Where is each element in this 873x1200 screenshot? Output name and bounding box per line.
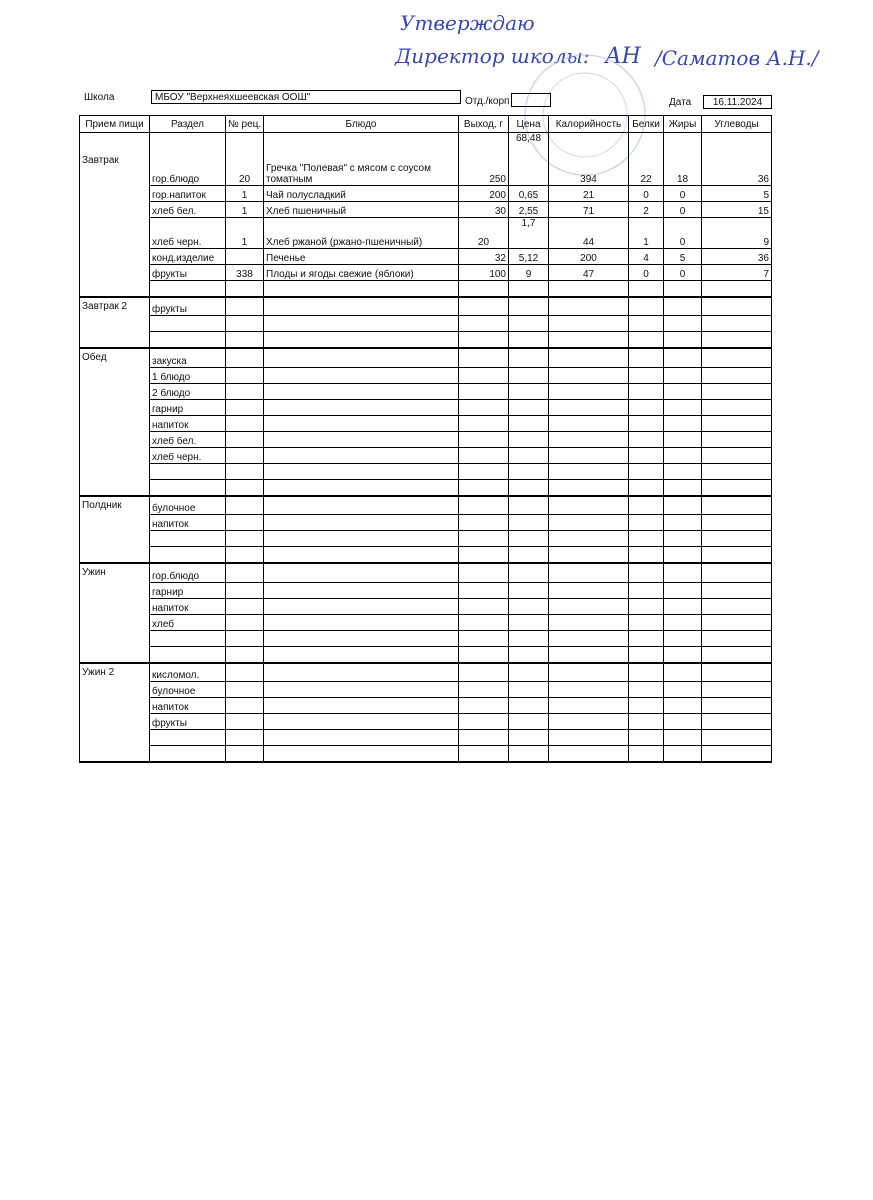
meal-spacer bbox=[80, 185, 150, 201]
section-cell: гор.блюдо bbox=[150, 563, 226, 582]
section-cell: хлеб bbox=[150, 614, 226, 630]
table-row bbox=[80, 614, 772, 630]
signature-mark: АН bbox=[605, 44, 641, 69]
table-header bbox=[80, 116, 772, 133]
fat-cell: 5 bbox=[664, 248, 702, 264]
approval-line1: Утверждаю bbox=[400, 11, 535, 35]
meal-breakfast2: Завтрак 2 bbox=[80, 297, 150, 316]
section-cell: фрукты bbox=[150, 297, 226, 316]
approval-line2: Директор школы: bbox=[395, 44, 590, 68]
yield-cell: 100 bbox=[459, 264, 509, 280]
kcal-cell: 71 bbox=[549, 201, 629, 217]
kcal-cell: 200 bbox=[549, 248, 629, 264]
recipe-cell bbox=[226, 248, 264, 264]
section-cell: напиток bbox=[150, 698, 226, 714]
section-cell: гарнир bbox=[150, 399, 226, 415]
fat-cell: 0 bbox=[664, 264, 702, 280]
col-price: Цена bbox=[509, 116, 549, 133]
recipe-cell: 20 bbox=[226, 133, 264, 186]
kcal-cell: 47 bbox=[549, 264, 629, 280]
yield-cell: 20 bbox=[459, 217, 509, 248]
dish-cell: Хлеб пшеничный bbox=[264, 201, 459, 217]
section-cell: гор.блюдо bbox=[150, 133, 226, 186]
dish-cell: Плоды и ягоды свежие (яблоки) bbox=[264, 264, 459, 280]
section-cell: 2 блюдо bbox=[150, 383, 226, 399]
table-row bbox=[80, 201, 772, 217]
table-row bbox=[80, 598, 772, 614]
section-cell: хлеб бел. bbox=[150, 201, 226, 217]
table-row bbox=[80, 217, 772, 248]
section-cell: хлеб черн. bbox=[150, 217, 226, 248]
dish-cell: Гречка "Полевая" с мясом с соусом томатным bbox=[264, 133, 459, 186]
price-cell: 9 bbox=[509, 264, 549, 280]
table-row bbox=[80, 415, 772, 431]
table-row bbox=[80, 383, 772, 399]
section-cell: напиток bbox=[150, 415, 226, 431]
table-row bbox=[80, 185, 772, 201]
meal-spacer bbox=[80, 217, 150, 248]
col-fat: Жиры bbox=[664, 116, 702, 133]
meal-snack: Полдник bbox=[80, 496, 150, 515]
col-protein: Белки bbox=[629, 116, 664, 133]
yield-cell: 32 bbox=[459, 248, 509, 264]
kcal-cell: 394 bbox=[549, 133, 629, 186]
table-row bbox=[80, 399, 772, 415]
price-cell: 1,7 bbox=[509, 217, 549, 248]
recipe-cell: 1 bbox=[226, 201, 264, 217]
date-field[interactable]: 16.11.2024 bbox=[703, 95, 772, 109]
recipe-cell: 338 bbox=[226, 264, 264, 280]
fat-cell: 0 bbox=[664, 217, 702, 248]
school-label: Школа bbox=[84, 92, 115, 103]
section-cell: 1 блюдо bbox=[150, 367, 226, 383]
approval-name: /Саматов А.Н./ bbox=[655, 46, 819, 70]
meal-lunch: Обед bbox=[80, 348, 150, 367]
carbs-cell: 36 bbox=[702, 133, 772, 186]
carbs-cell: 5 bbox=[702, 185, 772, 201]
section-cell: гарнир bbox=[150, 582, 226, 598]
col-meal: Прием пищи bbox=[80, 116, 150, 133]
table-row bbox=[80, 582, 772, 598]
table-row bbox=[80, 248, 772, 264]
price-cell: 0,65 bbox=[509, 185, 549, 201]
section-cell: закуска bbox=[150, 348, 226, 367]
section-cell: гор.напиток bbox=[150, 185, 226, 201]
section-cell: фрукты bbox=[150, 264, 226, 280]
table-row bbox=[80, 496, 772, 515]
carbs-cell: 7 bbox=[702, 264, 772, 280]
table-row bbox=[80, 698, 772, 714]
section-cell: хлеб бел. bbox=[150, 431, 226, 447]
meal-spacer bbox=[80, 264, 150, 280]
dept-label: Отд./корп bbox=[465, 96, 510, 107]
kcal-cell: 44 bbox=[549, 217, 629, 248]
table-row bbox=[80, 367, 772, 383]
section-dinner bbox=[80, 563, 772, 663]
section-cell: кисломол. bbox=[150, 663, 226, 682]
col-recipe: № рец. bbox=[226, 116, 264, 133]
recipe-cell: 1 bbox=[226, 217, 264, 248]
dish-cell: Хлеб ржаной (ржано-пшеничный) bbox=[264, 217, 459, 248]
menu-table bbox=[79, 115, 772, 763]
section-cell: булочное bbox=[150, 496, 226, 515]
table-row bbox=[80, 714, 772, 730]
meal-dinner: Ужин bbox=[80, 563, 150, 582]
fat-cell: 0 bbox=[664, 201, 702, 217]
table-row bbox=[80, 133, 772, 186]
table-row bbox=[80, 447, 772, 463]
section-lunch bbox=[80, 348, 772, 496]
protein-cell: 4 bbox=[629, 248, 664, 264]
section-cell: фрукты bbox=[150, 714, 226, 730]
yield-cell: 250 bbox=[459, 133, 509, 186]
recipe-cell: 1 bbox=[226, 185, 264, 201]
school-name-field[interactable]: МБОУ "Верхнеяхшеевская ООШ" bbox=[151, 90, 461, 104]
col-section: Раздел bbox=[150, 116, 226, 133]
meal-spacer bbox=[80, 248, 150, 264]
section-cell: булочное bbox=[150, 682, 226, 698]
price-cell: 68,48 bbox=[509, 133, 549, 186]
carbs-cell: 9 bbox=[702, 217, 772, 248]
col-kcal: Калорийность bbox=[549, 116, 629, 133]
section-cell: напиток bbox=[150, 598, 226, 614]
protein-cell: 22 bbox=[629, 133, 664, 186]
price-cell: 2,55 bbox=[509, 201, 549, 217]
section-cell: хлеб черн. bbox=[150, 447, 226, 463]
fat-cell: 18 bbox=[664, 133, 702, 186]
meal-dinner2: Ужин 2 bbox=[80, 663, 150, 682]
section-cell: конд.изделие bbox=[150, 248, 226, 264]
fat-cell: 0 bbox=[664, 185, 702, 201]
section-dinner2 bbox=[80, 663, 772, 763]
table-row bbox=[80, 563, 772, 582]
table-row bbox=[80, 264, 772, 280]
table-row bbox=[80, 663, 772, 682]
section-cell: напиток bbox=[150, 515, 226, 531]
protein-cell: 1 bbox=[629, 217, 664, 248]
section-breakfast2 bbox=[80, 297, 772, 349]
col-yield: Выход, г bbox=[459, 116, 509, 133]
col-dish: Блюдо bbox=[264, 116, 459, 133]
dept-field[interactable] bbox=[511, 93, 551, 107]
carbs-cell: 36 bbox=[702, 248, 772, 264]
table-row bbox=[80, 682, 772, 698]
carbs-cell: 15 bbox=[702, 201, 772, 217]
meal-breakfast: Завтрак bbox=[80, 133, 150, 186]
protein-cell: 2 bbox=[629, 201, 664, 217]
protein-cell: 0 bbox=[629, 264, 664, 280]
dish-cell: Печенье bbox=[264, 248, 459, 264]
table-row bbox=[80, 515, 772, 531]
table-row bbox=[80, 297, 772, 316]
dish-cell: Чай полусладкий bbox=[264, 185, 459, 201]
kcal-cell: 21 bbox=[549, 185, 629, 201]
col-carbs: Углеводы bbox=[702, 116, 772, 133]
yield-cell: 200 bbox=[459, 185, 509, 201]
date-label: Дата bbox=[669, 97, 692, 108]
price-cell: 5,12 bbox=[509, 248, 549, 264]
table-row bbox=[80, 431, 772, 447]
table-row bbox=[80, 348, 772, 367]
yield-cell: 30 bbox=[459, 201, 509, 217]
protein-cell: 0 bbox=[629, 185, 664, 201]
meal-spacer bbox=[80, 201, 150, 217]
section-snack bbox=[80, 496, 772, 564]
table-row bbox=[80, 280, 772, 297]
